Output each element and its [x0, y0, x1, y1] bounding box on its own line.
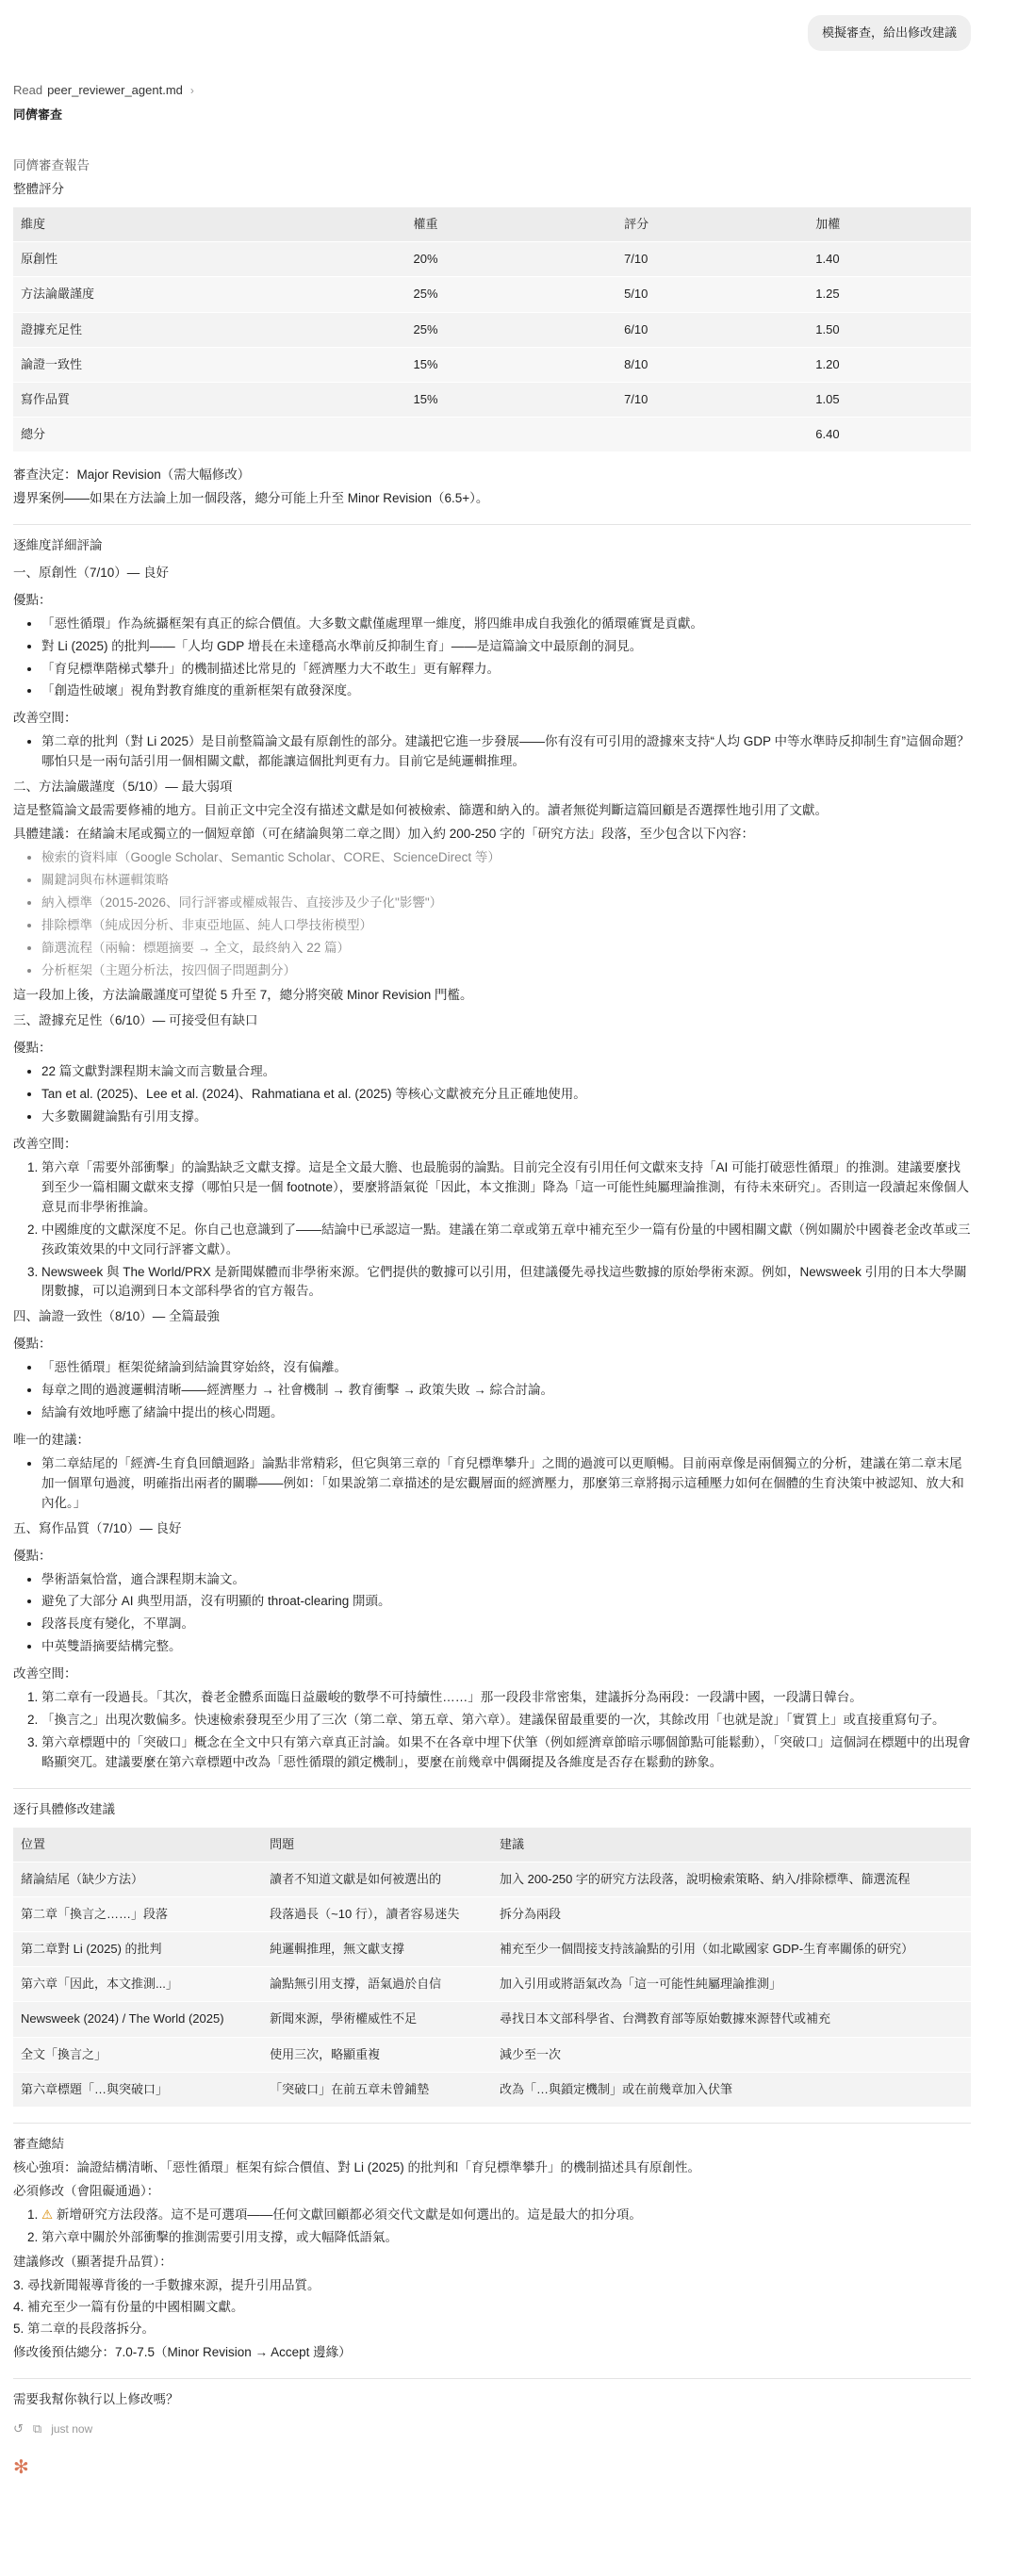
table-cell: 補充至少一個間接支持該論點的引用（如北歐國家 GDP-生育率關係的研究） [492, 1932, 971, 1967]
list-item: • 「惡性循環」框架從緒論到結論貫穿始終，沒有偏離。 [41, 1358, 971, 1378]
table-cell: 讀者不知道文獻是如何被選出的 [262, 1862, 492, 1896]
summary-must-label: 必須修改（會阻礙通過）： [13, 2183, 160, 2198]
table-cell: 純邏輯推理，無文獻支撐 [262, 1932, 492, 1967]
table-row [13, 277, 971, 312]
message-actions [13, 2420, 971, 2438]
table-cell: 新聞來源，學術權威性不足 [262, 2002, 492, 2037]
list-item: • 大多數關鍵論點有引用支撐。 [41, 1108, 971, 1127]
list-item: • 段落長度有變化，不單調。 [41, 1615, 971, 1634]
table-cell: 加入引用或將語氣改為「這一可能性純屬理論推測」 [492, 1967, 971, 2002]
list-item [41, 2206, 971, 2225]
table-cell: 拆分為兩段 [492, 1897, 971, 1932]
list-item: • Tan et al. (2025)、Lee et al. (2024)、Rahmatiana et al. (2025) 等核心文獻被充分且正確地使用。 [41, 1085, 971, 1105]
total-row [13, 417, 971, 451]
dim4-only-list [13, 1454, 971, 1514]
table-cell: 段落過長（~10 行），讀者容易迷失 [262, 1897, 492, 1932]
copy-icon[interactable]: ⧉ [32, 2421, 42, 2436]
improve-label: 改善空間： [13, 1666, 77, 1682]
list-item: • 排除標準（純成因分析、非東亞地區、純人口學技術模型） [41, 916, 971, 936]
table-row [13, 312, 971, 347]
table-cell: 25% [406, 312, 617, 347]
table-cell: 論點無引用支撐，語氣過於自信 [262, 1967, 492, 2002]
tool-filename: peer_reviewer_agent.md [47, 83, 183, 97]
summary-core: 核心強項：論證結構清晰、「惡性循環」框架有綜合價值、對 Li (2025) 的批判和「育兒標準攀升」的機制描述具有原創性。 [13, 2159, 701, 2174]
score-table [13, 207, 971, 452]
overall-heading: 整體評分 [13, 182, 64, 197]
table-cell: 「突破口」在前五章未曾鋪墊 [262, 2072, 492, 2107]
column-header: 加權 [808, 207, 971, 242]
table-cell: 7/10 [616, 382, 808, 417]
dim4-strengths-list [13, 1358, 971, 1423]
table-cell: 6/10 [616, 312, 808, 347]
table-cell: 1.50 [808, 312, 971, 347]
total-value: 6.40 [808, 417, 971, 451]
table-cell: Newsweek (2024) / The World (2025) [13, 2002, 262, 2037]
tool-call-row[interactable] [13, 81, 971, 100]
list-item: • 「育兒標準階梯式攀升」的機制描述比常見的「經濟壓力大不敢生」更有解釋力。 [41, 660, 971, 680]
table-row [13, 1932, 971, 1967]
improve-label: 改善空間： [13, 1137, 77, 1151]
list-item: 5. 第二章的長段落拆分。 [13, 2322, 156, 2337]
list-item: 2. 中國維度的文獻深度不足。你自己也意識到了——結論中已承認這一點。建議在第二章或第五章中補充至少一篇有份量的中國相關文獻（例如關於中國養老金改革或三孩政策效果的中文同行評審文獻）。 [41, 1221, 971, 1260]
timestamp: just now [51, 2421, 93, 2436]
list-item: • 分析框架（主題分析法，按四個子問題劃分） [41, 961, 971, 981]
table-cell: 寫作品質 [13, 382, 406, 417]
column-header: 建議 [492, 1828, 971, 1862]
table-cell: 1.05 [808, 382, 971, 417]
list-item: 3. 第六章標題中的「突破口」概念在全文中只有第六章真正討論。如果不在各章中埋下伏筆（例如經濟章節暗示哪個節點可能鬆動），「突破口」這個詞在標題中的出現會略顯突兀。建議要麼在第六章標題中改為「惡性循環的鎖定機制」，要麼在前幾章中偶爾提及各維度是否存在鬆動的跡象。 [41, 1733, 971, 1773]
list-item: 4. 補充至少一篇有份量的中國相關文獻。 [13, 2300, 244, 2315]
table-cell: 使用三次，略顯重複 [262, 2037, 492, 2072]
list-item: 2. 「換言之」出現次數偏多。快速檢索發現至少用了三次（第二章、第五章、第六章）。建議保留最重要的一次，其餘改用「也就是說」「實質上」或直接重寫句子。 [41, 1711, 971, 1731]
strengths-label: 優點： [13, 592, 52, 607]
dim1-improve-list [13, 732, 971, 772]
list-item: • 納入標準（2015-2026、同行評審或權威報告、直接涉及少子化"影響"） [41, 894, 971, 913]
table-cell: 20% [406, 242, 617, 277]
list-item: • 關鍵詞與布林邏輯策略 [41, 871, 971, 891]
table-row [13, 2037, 971, 2072]
only-suggestion-label: 唯一的建議： [13, 1432, 90, 1447]
dim2-after: 這一段加上後，方法論嚴謹度可望從 5 升至 7，總分將突破 Minor Revision 門檻。 [13, 988, 473, 1003]
table-cell: 緒論結尾（缺少方法） [13, 1862, 262, 1896]
table-row [13, 1897, 971, 1932]
table-cell: 證據充足性 [13, 312, 406, 347]
list-item: • 每章之間的過渡邏輯清晰——經濟壓力 → 社會機制 → 教育衝擊 → 政策失敗 → 綜合討論。 [41, 1381, 971, 1401]
list-item: • 檢索的資料庫（Google Scholar、Semantic Scholar、CORE、ScienceDirect 等） [41, 848, 971, 868]
table-cell: 15% [406, 382, 617, 417]
table-row [13, 347, 971, 382]
warning-icon: ⚠ [41, 2207, 57, 2222]
list-item: 1. 第六章「需要外部衝擊」的論點缺乏文獻支撐。這是全文最大膽、也最脆弱的論點。目前完全沒有引用任何文獻來支持「AI 可能打破惡性循環」的推測。建議要麼找到至少一篇相關文獻來支撐（哪怕只是一個 footnote），要麼將語氣從「因此，本文推測」降為「這一可能性純屬理論推測，有待未來研究」。否則這一段讀起來像個人意見而非學術推論。 [41, 1158, 971, 1218]
chevron-right-icon[interactable]: › [189, 83, 194, 97]
list-item: • 第二章結尾的「經濟-生育負回饋迴路」論點非常精彩，但它與第三章的「育兒標準攀升」之間的過渡可以更順暢。目前兩章像是兩個獨立的分析，建議在第二章末尾加一個單句過渡，明確指出兩者的關聯——例如：「如果說第二章描述的是宏觀層面的經濟壓力，那麼第三章將揭示這種壓力如何在個體的生育決策中被認知、放大和內化。」 [41, 1454, 971, 1514]
actions-heading: 逐行具體修改建議 [13, 1801, 115, 1816]
dim2-description: 這是整篇論文最需要修補的地方。目前正文中完全沒有描述文獻是如何被檢索、篩選和納入的。讀者無從判斷這篇回顧是否選擇性地引用了文獻。 [13, 803, 828, 818]
list-item: • 「惡性循環」作為統攝框架有真正的綜合價值。大多數文獻僅處理單一維度，將四維串成自我強化的循環確實是貢獻。 [41, 615, 971, 634]
table-cell [406, 417, 617, 451]
dim2-items-list [13, 848, 971, 981]
summary-heading: 審查總結 [13, 2136, 64, 2151]
list-item-text: 第六章中關於外部衝擊的推測需要引用支撐，或大幅降低語氣。 [41, 2229, 398, 2244]
tool-action: Read [13, 83, 43, 97]
list-item: • 對 Li (2025) 的批判——「人均 GDP 增長在未達穩高水準前反抑制生育」——是這篇論文中最原創的洞見。 [41, 637, 971, 657]
dim3-strengths-list [13, 1062, 971, 1127]
actions-table [13, 1828, 971, 2108]
table-cell: 7/10 [616, 242, 808, 277]
table-cell: 改為「…與鎖定機制」或在前幾章加入伏筆 [492, 2072, 971, 2107]
column-header: 權重 [406, 207, 617, 242]
list-item: • 避免了大部分 AI 典型用語，沒有明顯的 throat-clearing 開頭。 [41, 1592, 971, 1612]
strengths-label: 優點： [13, 1337, 52, 1352]
summary-rec-list [13, 2276, 971, 2339]
table-cell: 論證一致性 [13, 347, 406, 382]
summary-must-list [13, 2206, 971, 2248]
table-row [13, 1967, 971, 2002]
table-row [13, 242, 971, 277]
total-label: 總分 [13, 417, 406, 451]
column-header: 維度 [13, 207, 406, 242]
list-item: • 學術語氣恰當，適合課程期末論文。 [41, 1570, 971, 1590]
table-cell: 第六章標題「…與突破口」 [13, 2072, 262, 2107]
actions-table-header [13, 1828, 971, 1862]
dim5-improve-list [13, 1688, 971, 1773]
list-item: • 結論有效地呼應了緒論中提出的核心問題。 [41, 1403, 971, 1423]
tool-subtitle: 同儕審查 [13, 107, 63, 123]
sparkle-icon: ✻ [13, 2457, 29, 2479]
divider [13, 524, 971, 525]
strengths-label: 優點： [13, 1041, 52, 1056]
score-table-header [13, 207, 971, 242]
table-row [13, 2072, 971, 2107]
table-cell: 15% [406, 347, 617, 382]
table-cell: 第二章對 Li (2025) 的批判 [13, 1932, 262, 1967]
table-cell [616, 417, 808, 451]
column-header: 問題 [262, 1828, 492, 1862]
dim4-title: 四、論證一致性（8/10）— 全篇最強 [13, 1309, 221, 1324]
list-item: 3. 尋找新聞報導背後的一手數據來源，提升引用品質。 [13, 2278, 320, 2293]
list-item [41, 2228, 971, 2248]
dim2-title: 二、方法論嚴謹度（5/10）— 最大弱項 [13, 779, 233, 795]
strengths-label: 優點： [13, 1548, 52, 1563]
review-decision: 審查決定：Major Revision（需大幅修改） [13, 468, 251, 483]
dim3-title: 三、證據充足性（6/10）— 可接受但有缺口 [13, 1013, 258, 1028]
dim2-suggestion: 具體建議：在緒論末尾或獨立的一個短章節（可在緒論與第二章之間）加入約 200-250 字的「研究方法」段落，至少包含以下內容： [13, 827, 755, 842]
list-item-text: 新增研究方法段落。這不是可選項——任何文獻回顧都必須交代文獻是如何選出的。這是最大的扣分項。 [56, 2207, 642, 2222]
table-cell: 1.20 [808, 347, 971, 382]
table-cell: 加入 200-250 字的研究方法段落，說明檢索策略、納入/排除標準、篩選流程 [492, 1862, 971, 1896]
table-row [13, 382, 971, 417]
summary-expected: 修改後預估總分：7.0-7.5（Minor Revision → Accept 邊緣） [13, 2345, 352, 2360]
list-item: • 篩選流程（兩輪：標題摘要 → 全文，最終納入 22 篇） [41, 939, 971, 959]
table-row [13, 2002, 971, 2037]
column-header: 位置 [13, 1828, 262, 1862]
table-cell: 1.25 [808, 277, 971, 312]
dim5-strengths-list [13, 1570, 971, 1658]
dim1-title: 一、原創性（7/10）— 良好 [13, 565, 170, 580]
table-cell: 1.40 [808, 242, 971, 277]
table-cell: 第六章「因此，本文推測...」 [13, 1967, 262, 2002]
table-cell: 8/10 [616, 347, 808, 382]
report-title: 同儕審查報告 [13, 158, 90, 173]
assistant-response [13, 81, 971, 2483]
dim3-improve-list [13, 1158, 971, 1302]
table-cell: 尋找日本文部科學省、台灣教育部等原始數據來源替代或補充 [492, 2002, 971, 2037]
column-header: 評分 [616, 207, 808, 242]
table-cell: 第二章「換言之……」段落 [13, 1897, 262, 1932]
list-item: • 中英雙語摘要結構完整。 [41, 1637, 971, 1657]
dim5-title: 五、寫作品質（7/10）— 良好 [13, 1520, 182, 1535]
divider [13, 2378, 971, 2379]
divider [13, 1788, 971, 1789]
list-item: • 第二章的批判（對 Li 2025）是目前整篇論文最有原創性的部分。建議把它進一步發展——你有沒有可引用的證據來支持“人均 GDP 中等水準時反抑制生育”這個命題？哪怕只是一兩句話引用一個相關文獻，都能讓這個批判更有力。目前它是純邏輯推理。 [41, 732, 971, 772]
table-row [13, 1862, 971, 1896]
list-item: • 「創造性破壞」視角對教育維度的重新框架有啟發深度。 [41, 681, 971, 701]
summary-rec-label: 建議修改（顯著提升品質）： [13, 2255, 172, 2270]
table-cell: 全文「換言之」 [13, 2037, 262, 2072]
table-cell: 減少至一次 [492, 2037, 971, 2072]
improve-label: 改善空間： [13, 711, 77, 726]
followup-question: 需要我幫你執行以上修改嗎？ [13, 2392, 179, 2407]
boundary-note: 邊界案例——如果在方法論上加一個段落，總分可能上升至 Minor Revision（6.5+）。 [13, 491, 489, 506]
list-item: 3. Newsweek 與 The World/PRX 是新聞媒體而非學術來源。它們提供的數據可以引用，但建議優先尋找這些數據的原始學術來源。例如，Newsweek 引用的日本大學關閉數據，可以追溯到日本文部科學省的官方報告。 [41, 1263, 971, 1303]
detail-heading: 逐維度詳細評論 [13, 537, 103, 552]
table-cell: 方法論嚴謹度 [13, 277, 406, 312]
list-item: 1. 第二章有一段過長。「其次，養老金體系面臨日益嚴峻的數學不可持續性……」那一段段非常密集，建議拆分為兩段：一段講中國，一段講日韓台。 [41, 1688, 971, 1708]
table-cell: 原創性 [13, 242, 406, 277]
table-cell: 5/10 [616, 277, 808, 312]
user-message-bubble: 模擬審查，給出修改建議 [808, 15, 971, 51]
table-cell: 25% [406, 277, 617, 312]
dim1-strengths-list [13, 615, 971, 702]
divider [13, 2123, 971, 2124]
list-item: • 22 篇文獻對課程期末論文而言數量合理。 [41, 1062, 971, 1082]
retry-icon[interactable]: ↺ [13, 2421, 24, 2436]
